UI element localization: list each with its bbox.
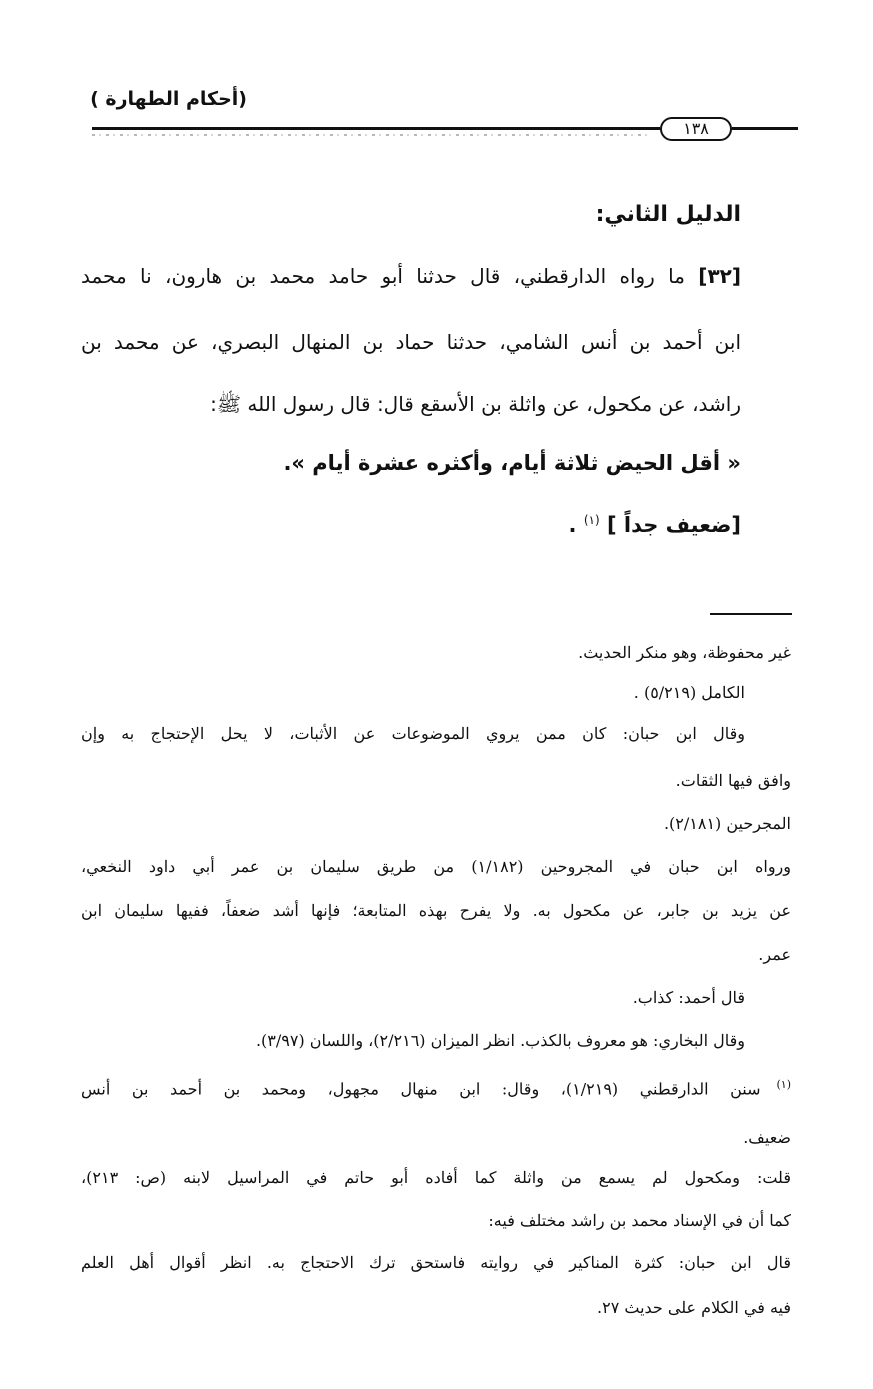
footnote-line-11-text: سنن الدارقطني (١/٢١٩)، وقال: ابن منهال مجهول، ومحمد بن أحمد بن أنس: [81, 1079, 761, 1099]
page-number: ١٣٨: [660, 117, 732, 141]
footnote-line-6: ورواه ابن حبان في المجروحين (١/١٨٢) من طريق سليمان بن عمر أبي داود النخعي،: [81, 857, 792, 876]
footnote-line-13: قلت: ومكحول لم يسمع من واثلة كما أفاده أبو حاتم في المراسيل لابنه (ص: ٢١٣)،: [81, 1168, 791, 1187]
hadith-grade: [569, 513, 741, 537]
footnote-line-1: غير محفوظة، وهو منكر الحديث.: [578, 643, 791, 662]
section-heading: الدليل الثاني:: [595, 202, 741, 227]
footnote-line-4: وافق فيها الثقات.: [675, 771, 791, 790]
footnote-ref: (١): [583, 513, 600, 527]
header-rule-right: [732, 127, 798, 130]
body-line-1: [81, 264, 741, 288]
grade-text: [ضعيف جداً ]: [606, 513, 741, 537]
footnote-line-11: [81, 1078, 791, 1098]
running-header-title: (أحكام الطهارة ): [90, 88, 247, 110]
footnote-separator: [710, 613, 792, 615]
footnote-line-8: عمر.: [758, 945, 791, 964]
footnote-line-3: وقال ابن حبان: كان ممن يروي الموضوعات عن الأثبات، لا يحل الإحتجاج به وإن: [81, 724, 745, 743]
footnote-line-7: عن يزيد بن جابر، عن مكحول به. ولا يفرح بهذه المتابعة؛ فإنها أشد ضعفاً، ففيها سليمان ابن: [81, 901, 791, 920]
header-rule: [92, 127, 660, 130]
hadith-text: « أقل الحيض ثلاثة أيام، وأكثره عشرة أيام ».: [283, 451, 741, 475]
body-line-2: ابن أحمد بن أنس الشامي، حدثنا حماد بن المنهال البصري، عن محمد بن: [81, 330, 741, 354]
hadith-number: [٣٢]: [698, 264, 741, 288]
grade-end: .: [568, 513, 577, 537]
footnote-line-15: قال ابن حبان: كثرة المناكير في روايته فاستحق ترك الاحتجاج به. انظر أقوال أهل العلم: [81, 1253, 791, 1272]
footnote-line-10: وقال البخاري: هو معروف بالكذب. انظر الميزان (٢/٢١٦)، واللسان (٣/٩٧).: [255, 1031, 745, 1050]
body-line-1-text: ما رواه الدارقطني، قال حدثنا أبو حامد محمد بن هارون، نا محمد: [81, 264, 685, 288]
footnote-line-9: قال أحمد: كذاب.: [632, 988, 745, 1007]
body-line-3: راشد، عن مكحول، عن واثلة بن الأسقع قال: قال رسول الله ﷺ:: [210, 392, 741, 416]
footnote-line-16: فيه في الكلام على حديث ٢٧.: [597, 1298, 791, 1317]
footnote-line-2: الكامل (٥/٢١٩) .: [633, 683, 745, 702]
footnote-marker: (١): [776, 1078, 792, 1091]
footnote-line-14: كما أن في الإسناد محمد بن راشد مختلف فيه:: [488, 1211, 791, 1230]
footnote-line-5: المجرحين (٢/١٨١).: [663, 814, 791, 833]
header-rule-speckle: [92, 134, 652, 136]
footnote-line-12: ضعيف.: [743, 1128, 791, 1147]
